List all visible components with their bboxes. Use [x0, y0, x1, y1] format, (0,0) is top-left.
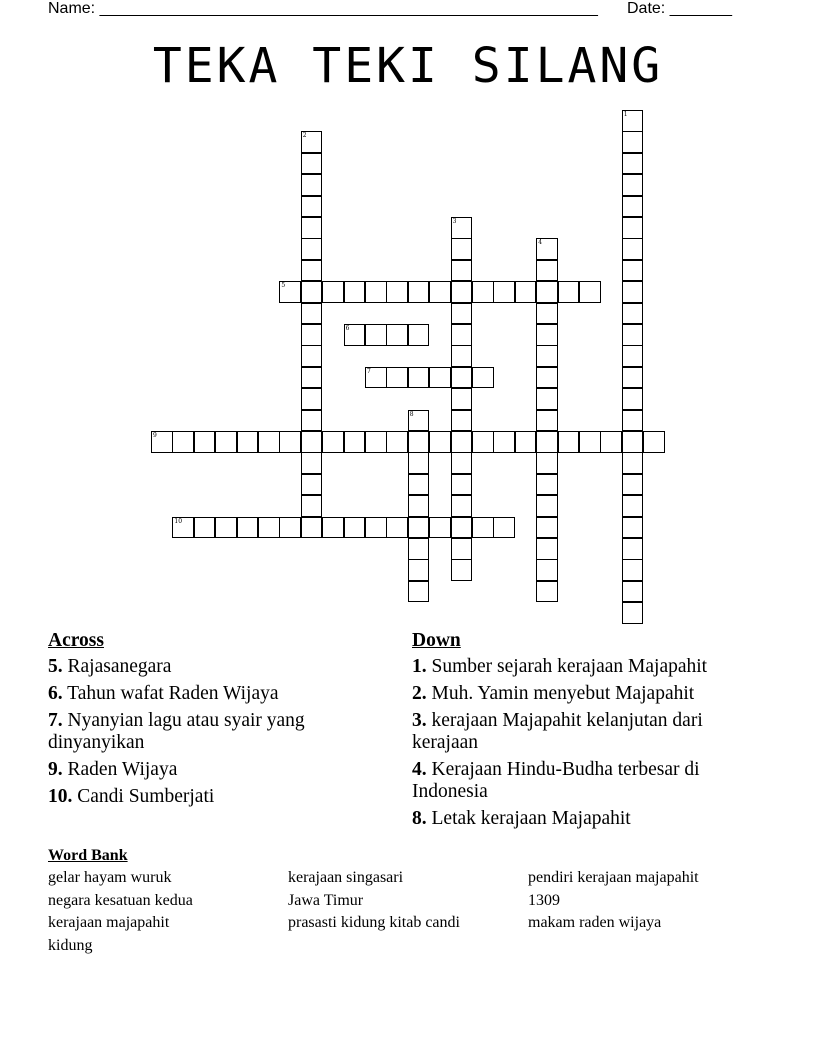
crossword-cell[interactable] [472, 431, 494, 453]
crossword-cell[interactable] [301, 345, 323, 367]
crossword-cell[interactable] [558, 281, 580, 303]
crossword-cell[interactable] [536, 452, 558, 474]
crossword-cell[interactable] [301, 367, 323, 389]
crossword-cell[interactable] [622, 388, 644, 410]
crossword-cell[interactable] [451, 238, 473, 260]
crossword-cell[interactable] [237, 431, 259, 453]
crossword-cell[interactable] [365, 517, 387, 539]
cell-number: 4 [538, 239, 543, 247]
clue-item [48, 656, 368, 678]
crossword-cell[interactable] [344, 281, 366, 303]
crossword-cell[interactable] [558, 431, 580, 453]
crossword-cell[interactable] [622, 431, 644, 453]
crossword-cell[interactable] [536, 517, 558, 539]
clue-item [412, 759, 772, 803]
clue-item [48, 759, 368, 781]
crossword-cell[interactable] [408, 281, 430, 303]
crossword-cell[interactable] [322, 431, 344, 453]
crossword-cell[interactable] [258, 517, 280, 539]
crossword-cell[interactable] [472, 517, 494, 539]
word-bank-entry: 1309 [528, 891, 560, 909]
clue-number: 4. [412, 759, 427, 780]
crossword-cell[interactable] [536, 581, 558, 603]
crossword-cell[interactable] [451, 495, 473, 517]
crossword-cell[interactable] [622, 517, 644, 539]
across-clues [48, 630, 368, 813]
crossword-cell[interactable] [301, 452, 323, 474]
crossword-cell[interactable] [301, 388, 323, 410]
crossword-cell[interactable] [301, 196, 323, 218]
clue-text: Raden Wijaya [62, 759, 178, 780]
crossword-cell[interactable] [622, 260, 644, 282]
crossword-cell[interactable] [451, 517, 473, 539]
crossword-cell[interactable] [622, 495, 644, 517]
clue-number: 8. [412, 808, 427, 829]
crossword-cell[interactable] [258, 431, 280, 453]
clue-item [48, 683, 368, 705]
crossword-cell[interactable] [215, 517, 237, 539]
crossword-cell[interactable] [472, 367, 494, 389]
clue-item [48, 710, 368, 754]
crossword-cell[interactable] [536, 367, 558, 389]
crossword-cell[interactable] [365, 281, 387, 303]
crossword-cell[interactable] [344, 517, 366, 539]
crossword-cell[interactable] [536, 538, 558, 560]
crossword-cell[interactable] [279, 281, 301, 303]
crossword-cell[interactable] [451, 452, 473, 474]
word-bank-entry: kidung [48, 936, 93, 954]
crossword-cell[interactable] [365, 324, 387, 346]
crossword-cell[interactable] [622, 452, 644, 474]
crossword-cell[interactable] [493, 281, 515, 303]
crossword-cell[interactable] [408, 517, 430, 539]
clue-number: 7. [48, 710, 63, 731]
clue-number: 1. [412, 656, 427, 677]
clue-number: 6. [48, 683, 63, 704]
crossword-cell[interactable] [451, 303, 473, 325]
crossword-cell[interactable] [536, 559, 558, 581]
cell-number: 2 [302, 132, 307, 140]
clue-text: Nyanyian lagu atau syair yang dinyanyikan [48, 710, 305, 753]
crossword-cell[interactable] [279, 431, 301, 453]
clue-number: 9. [48, 759, 63, 780]
crossword-cell[interactable] [536, 495, 558, 517]
crossword-cell[interactable] [451, 217, 473, 239]
crossword-cell[interactable] [515, 431, 537, 453]
crossword-cell[interactable] [344, 324, 366, 346]
crossword-cell[interactable] [408, 324, 430, 346]
crossword-cell[interactable] [172, 517, 194, 539]
word-bank-entry: negara kesatuan kedua [48, 891, 193, 909]
crossword-cell[interactable] [579, 281, 601, 303]
clue-text: Letak kerajaan Majapahit [426, 808, 631, 829]
crossword-cell[interactable] [536, 474, 558, 496]
word-bank-entry: makam raden wijaya [528, 914, 662, 931]
crossword-cell[interactable] [322, 281, 344, 303]
crossword-cell[interactable] [301, 517, 323, 539]
crossword-cell[interactable] [194, 517, 216, 539]
crossword-cell[interactable] [451, 559, 473, 581]
crossword-cell[interactable] [301, 217, 323, 239]
word-bank-entry: Jawa Timur [288, 891, 364, 909]
crossword-cell[interactable] [151, 431, 173, 453]
cell-number: 9 [153, 432, 157, 439]
crossword-cell[interactable] [301, 281, 323, 303]
crossword-cell[interactable] [386, 431, 408, 453]
crossword-cell[interactable] [365, 431, 387, 453]
crossword-cell[interactable] [408, 367, 430, 389]
crossword-cell[interactable] [622, 217, 644, 239]
cell-number: 8 [409, 410, 414, 418]
crossword-cell[interactable] [536, 431, 558, 453]
crossword-cell[interactable] [429, 281, 451, 303]
crossword-cell[interactable] [301, 153, 323, 175]
crossword-cell[interactable] [622, 474, 644, 496]
crossword-cell[interactable] [301, 324, 323, 346]
clue-text: Kerajaan Hindu-Budha terbesar di Indonesia [412, 759, 700, 802]
crossword-cell[interactable] [451, 324, 473, 346]
clue-item [412, 710, 772, 754]
crossword-cell[interactable] [622, 281, 644, 303]
clue-text: kerajaan Majapahit kelanjutan dari kerajaan [412, 710, 703, 753]
crossword-cell[interactable] [408, 452, 430, 474]
cell-number: 1 [623, 111, 628, 118]
cell-number: 5 [281, 282, 286, 290]
crossword-cell[interactable] [472, 281, 494, 303]
crossword-cell[interactable] [451, 281, 473, 303]
crossword-cell[interactable] [322, 517, 344, 539]
crossword-cell[interactable] [301, 410, 323, 432]
crossword-cell[interactable] [622, 345, 644, 367]
crossword-cell[interactable] [301, 431, 323, 453]
crossword-cell[interactable] [622, 324, 644, 346]
clue-number: 5. [48, 656, 63, 677]
word-bank-entry: kerajaan singasari [288, 869, 404, 886]
clue-number: 2. [412, 683, 427, 704]
crossword-cell[interactable] [386, 517, 408, 539]
clue-item [412, 656, 772, 678]
crossword-cell[interactable] [622, 131, 644, 153]
crossword-cell[interactable] [408, 538, 430, 560]
crossword-cell[interactable] [344, 431, 366, 453]
word-bank-heading: Word Bank [48, 847, 128, 864]
crossword-cell[interactable] [237, 517, 259, 539]
crossword-cell[interactable] [194, 431, 216, 453]
clue-text: Muh. Yamin menyebut Majapahit [426, 683, 695, 704]
clue-number: 3. [412, 710, 427, 731]
word-bank-entry: prasasti kidung kitab candi [288, 914, 460, 931]
crossword-cell[interactable] [622, 410, 644, 432]
name-field-label: Name: ________________________________________________________ [48, 0, 598, 17]
down-clue-list [412, 656, 772, 830]
across-clue-list [48, 656, 368, 808]
crossword-cell[interactable] [172, 431, 194, 453]
clue-number: 10. [48, 786, 73, 807]
clue-item [412, 808, 772, 830]
crossword-cell[interactable] [386, 281, 408, 303]
crossword-cell[interactable] [622, 303, 644, 325]
crossword-cell[interactable] [493, 431, 515, 453]
crossword-cell[interactable] [301, 174, 323, 196]
crossword-cell[interactable] [301, 474, 323, 496]
crossword-cell[interactable] [386, 367, 408, 389]
crossword-cell[interactable] [408, 431, 430, 453]
word-bank-entry: kerajaan majapahit [48, 914, 170, 931]
crossword-cell[interactable] [386, 324, 408, 346]
word-bank-entry: gelar hayam wuruk [48, 869, 172, 886]
crossword-cell[interactable] [301, 260, 323, 282]
crossword-cell[interactable] [215, 431, 237, 453]
crossword-cell[interactable] [279, 517, 301, 539]
down-heading: Down [412, 630, 461, 651]
page-title: TEKA TEKI SILANG [152, 38, 664, 94]
crossword-cell[interactable] [408, 559, 430, 581]
clue-text: Candi Sumberjati [72, 786, 215, 807]
crossword-cell[interactable] [536, 324, 558, 346]
crossword-cell[interactable] [622, 367, 644, 389]
word-bank [48, 845, 788, 957]
crossword-cell[interactable] [622, 110, 644, 132]
crossword-cell[interactable] [301, 131, 323, 153]
crossword-cell[interactable] [429, 517, 451, 539]
crossword-cell[interactable] [622, 174, 644, 196]
crossword-cell[interactable] [429, 367, 451, 389]
crossword-cell[interactable] [408, 495, 430, 517]
crossword-cell[interactable] [536, 410, 558, 432]
clue-text: Tahun wafat Raden Wijaya [62, 683, 279, 704]
crossword-cell[interactable] [536, 260, 558, 282]
cell-number: 7 [367, 367, 371, 375]
crossword-cell[interactable] [622, 238, 644, 260]
word-bank-entry: pendiri kerajaan majapahit [528, 869, 699, 886]
crossword-cell[interactable] [301, 238, 323, 260]
clue-text: Sumber sejarah kerajaan Majapahit [426, 656, 708, 677]
crossword-cell[interactable] [536, 388, 558, 410]
crossword-cell[interactable] [451, 538, 473, 560]
crossword-cell[interactable] [515, 281, 537, 303]
cell-number: 6 [345, 325, 350, 332]
crossword-cell[interactable] [301, 495, 323, 517]
crossword-cell[interactable] [622, 153, 644, 175]
crossword-cell[interactable] [622, 602, 644, 624]
crossword-cell[interactable] [622, 581, 644, 603]
crossword-cell[interactable] [301, 303, 323, 325]
crossword-cell[interactable] [622, 196, 644, 218]
crossword-cell[interactable] [451, 474, 473, 496]
crossword-cell[interactable] [451, 410, 473, 432]
crossword-cell[interactable] [536, 281, 558, 303]
crossword-cell[interactable] [493, 517, 515, 539]
date-field-label: Date: _______ [627, 0, 732, 17]
crossword-cell[interactable] [451, 367, 473, 389]
crossword-cell[interactable] [408, 581, 430, 603]
clue-item [48, 786, 368, 808]
crossword-cell[interactable] [643, 431, 665, 453]
crossword-cell[interactable] [536, 303, 558, 325]
crossword-cell[interactable] [451, 345, 473, 367]
cell-number: 3 [452, 218, 457, 225]
crossword-cell[interactable] [451, 260, 473, 282]
crossword-cell[interactable] [365, 367, 387, 389]
crossword-cell[interactable] [579, 431, 601, 453]
crossword-cell[interactable] [536, 345, 558, 367]
cell-number: 10 [174, 517, 183, 525]
down-clues [412, 630, 772, 835]
crossword-cell[interactable] [622, 559, 644, 581]
crossword-cell[interactable] [622, 538, 644, 560]
word-bank-list [48, 867, 788, 957]
crossword-cell[interactable] [408, 410, 430, 432]
across-heading: Across [48, 630, 104, 651]
crossword-cell[interactable] [536, 238, 558, 260]
crossword-cell[interactable] [600, 431, 622, 453]
crossword-cell[interactable] [429, 431, 451, 453]
clue-text: Rajasanegara [62, 656, 172, 677]
clue-item [412, 683, 772, 705]
crossword-cell[interactable] [451, 388, 473, 410]
crossword-cell[interactable] [451, 431, 473, 453]
crossword-cell[interactable] [408, 474, 430, 496]
